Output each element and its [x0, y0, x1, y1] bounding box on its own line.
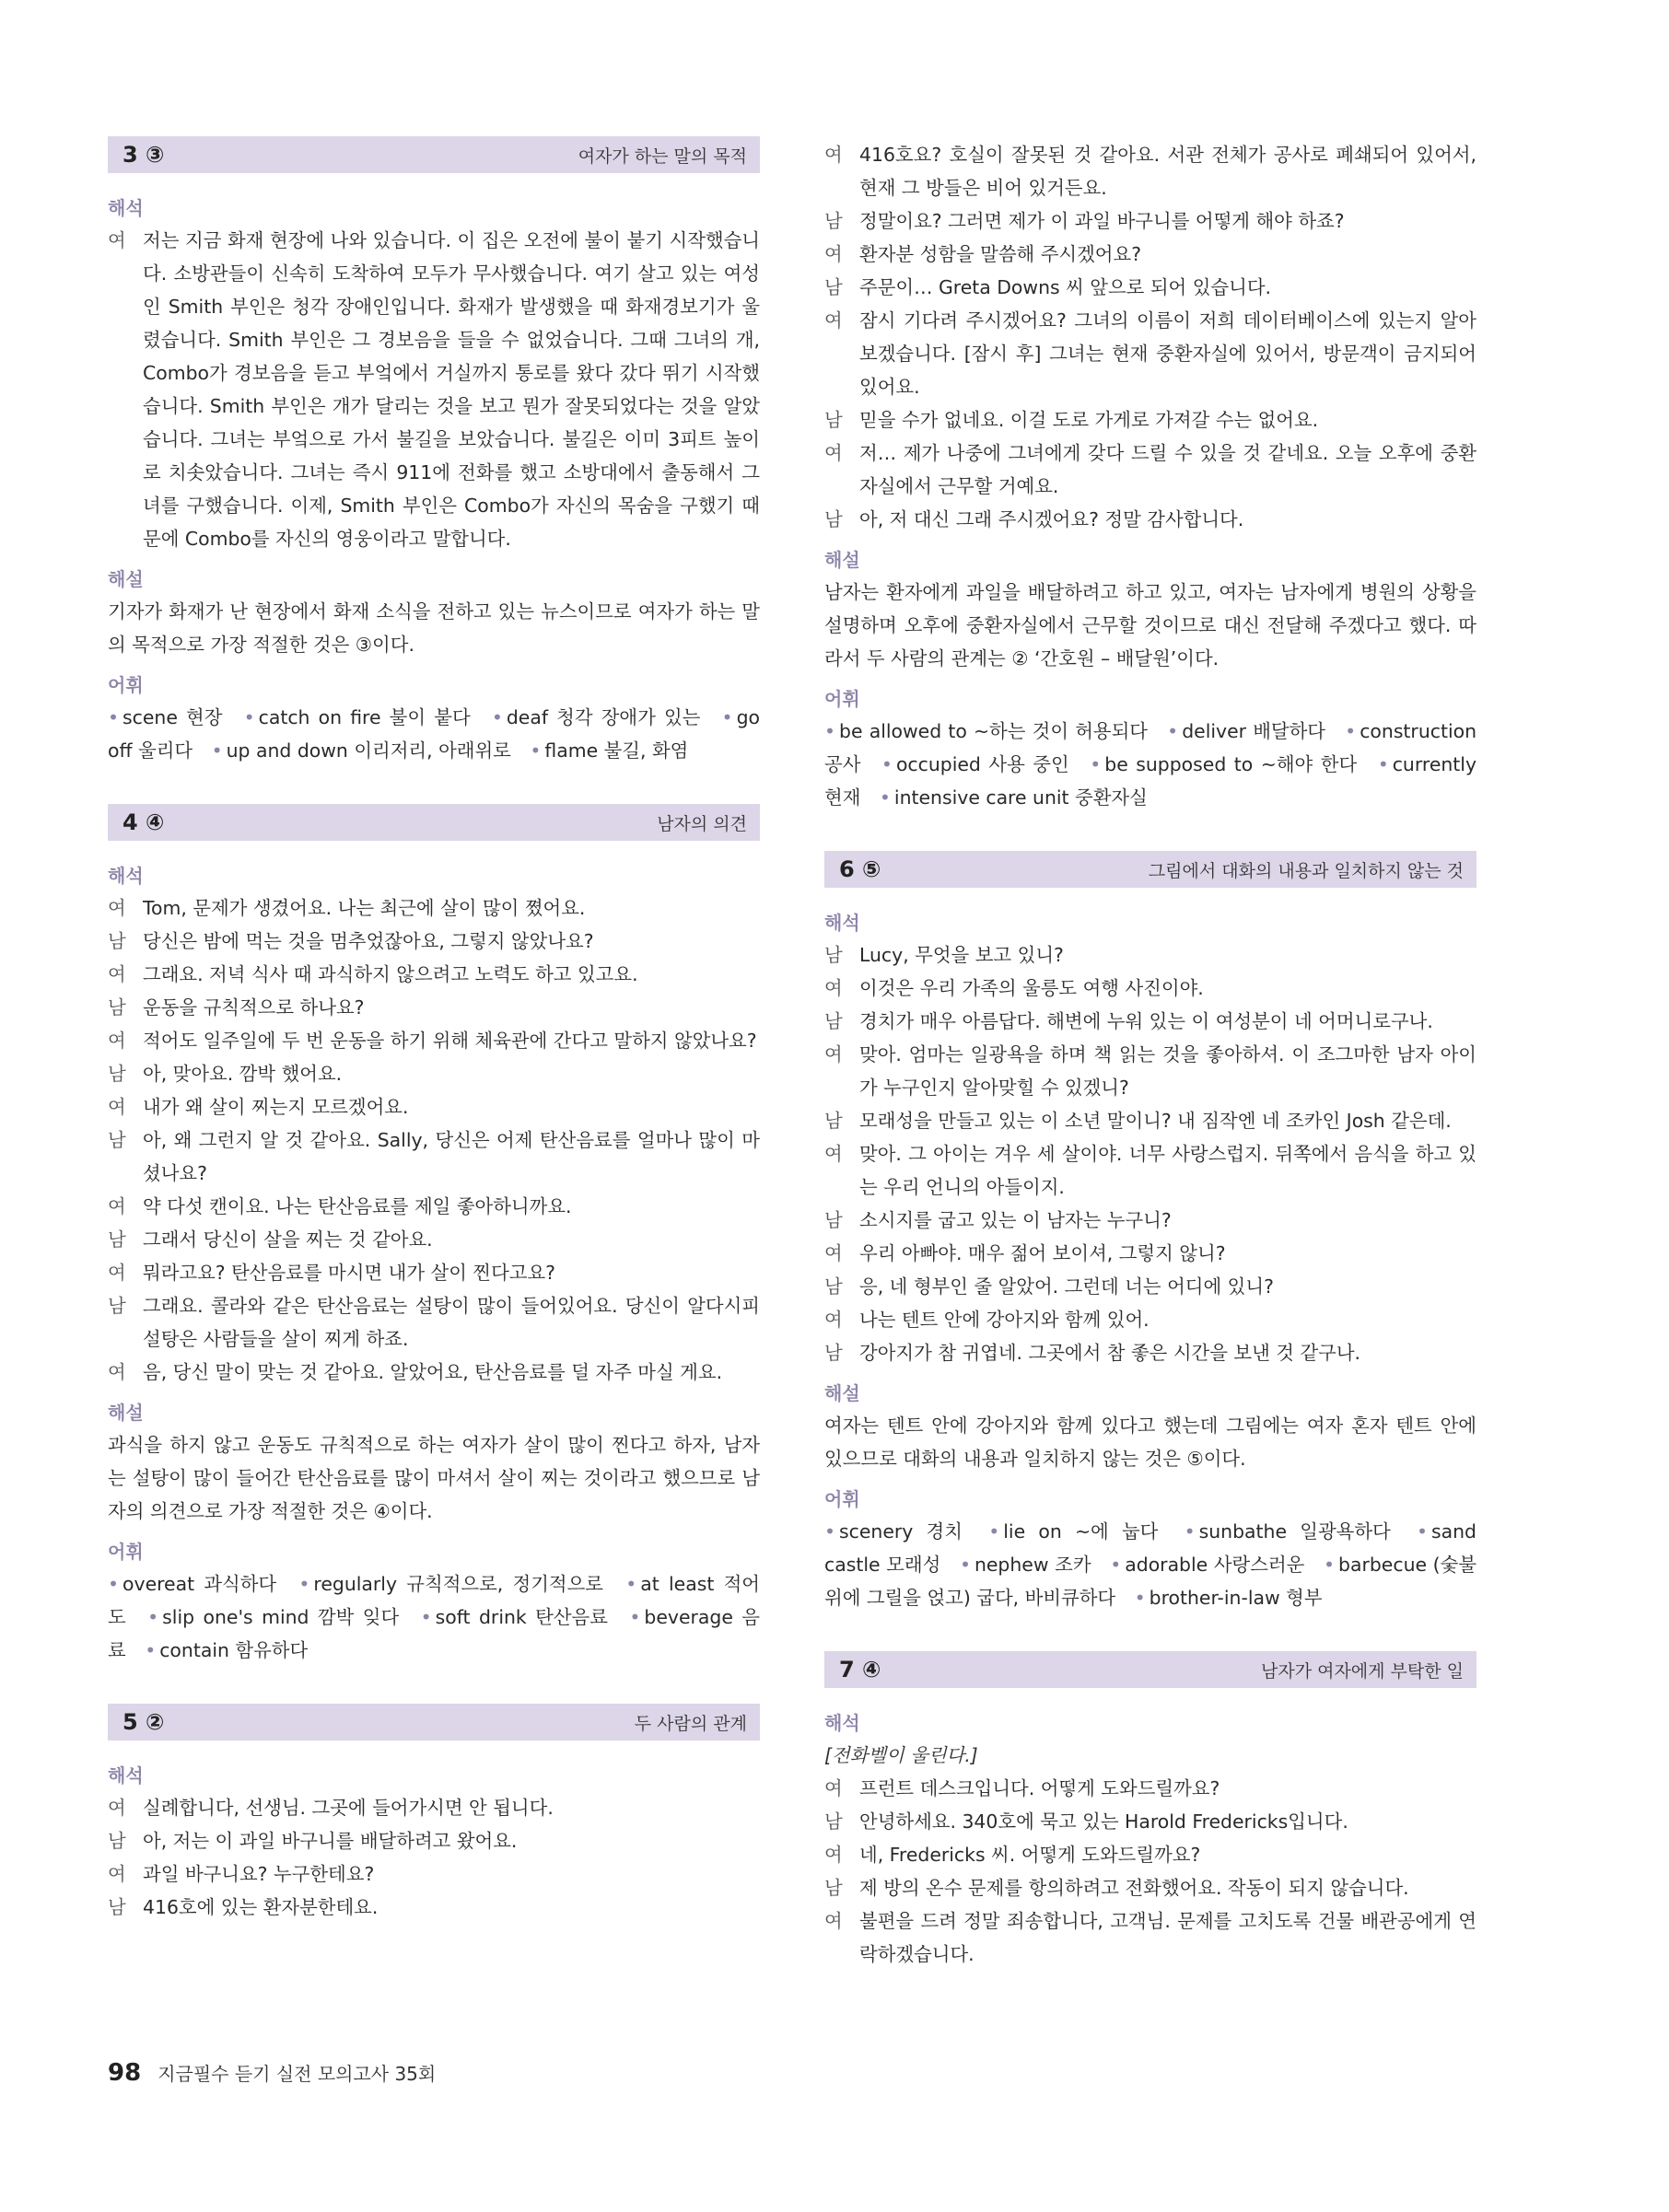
speaker-label: 여 [824, 1242, 843, 1264]
bullet-icon: • [145, 1639, 157, 1661]
vocab-text: flame 불길, 화염 [544, 739, 689, 762]
speaker-label: 남 [824, 1209, 843, 1231]
vocab-item [1110, 1554, 1304, 1576]
vocab-item [421, 1606, 608, 1628]
vocab-text: scene 현장 [123, 706, 223, 728]
dialogue-text: 맞아. 엄마는 일광욕을 하며 책 읽는 것을 좋아하셔. 이 조그마한 남자 아이가 누구인지 알아맞힐 수 있겠니? [859, 1043, 1476, 1099]
vocab-label: 어휘 [824, 688, 860, 710]
question-number: 4 ④ [123, 809, 165, 835]
vocab-item [1185, 1520, 1391, 1543]
expl-label: 해설 [824, 549, 860, 571]
dialogue-text: 적어도 일주일에 두 번 운동을 하기 위해 체육관에 간다고 말하지 않았나요? [143, 1030, 757, 1052]
dialogue [108, 224, 760, 555]
dialogue [824, 1772, 1476, 1971]
explanation: 여자는 텐트 안에 강아지와 함께 있다고 했는데 그림에는 여자 혼자 텐트 안에 있으므로 대화의 내용과 일치하지 않는 것은 ⑤이다. [824, 1415, 1476, 1470]
vocab-list [824, 1515, 1476, 1614]
bullet-icon: • [1416, 1520, 1428, 1543]
vocab-text: brother-in-law 형부 [1149, 1587, 1323, 1609]
dialogue-line [108, 1891, 760, 1924]
dialogue-text: 실례합니다, 선생님. 그곳에 들어가시면 안 됩니다. [143, 1797, 554, 1819]
vocab-text: occupied 사용 중인 [895, 753, 1069, 775]
dialogue-line [824, 1270, 1476, 1303]
vocab-item [824, 720, 1148, 742]
dialogue-text: 모래성을 만들고 있는 이 소년 말이니? 내 짐작엔 네 조카인 Josh 같은데. [859, 1110, 1452, 1132]
dialogue-line [108, 1123, 760, 1190]
dialogue-text: 416호요? 호실이 잘못된 것 같아요. 서관 전체가 공사로 폐쇄되어 있어서, 현재 그 방들은 비어 있거든요. [859, 144, 1476, 199]
dialogue-line [824, 1104, 1476, 1137]
question-number: 5 ② [123, 1709, 165, 1735]
vocab-item [1135, 1587, 1323, 1609]
question-topic: 그림에서 대화의 내용과 일치하지 않는 것 [1148, 860, 1464, 881]
dialogue-line [824, 1005, 1476, 1038]
dialogue-line [108, 1356, 760, 1389]
speaker-label: 여 [824, 1143, 843, 1165]
question-topic: 남자의 의견 [657, 813, 747, 834]
vocab-text: nephew 조카 [974, 1554, 1091, 1576]
vocab-item [108, 1573, 276, 1595]
speaker-label: 여 [108, 1863, 126, 1885]
speaker-label: 여 [108, 1262, 126, 1284]
dialogue-text: 그래요. 저녁 식사 때 과식하지 않으려고 노력도 하고 있고요. [143, 963, 638, 985]
vocab-list [108, 701, 760, 767]
bullet-icon: • [625, 1573, 637, 1595]
dialogue-line [108, 958, 760, 991]
bullet-icon: • [108, 1573, 120, 1595]
vocab-label: 어휘 [108, 674, 144, 696]
dialogue-line [108, 1024, 760, 1057]
section-4 [108, 804, 760, 1667]
speaker-label: 여 [824, 1777, 843, 1799]
dialogue-text: 믿을 수가 없네요. 이걸 도로 가게로 가져갈 수는 없어요. [859, 409, 1319, 431]
speaker-label: 여 [108, 963, 126, 985]
explanation: 과식을 하지 않고 운동도 규칙적으로 하는 여자가 살이 많이 찐다고 하자, 남자는 설탕이 많이 들어간 탄산음료를 많이 마셔서 살이 찌는 것이라고 했으므로 남자의 의견으로 가장 적절한 것은 ④이다. [108, 1434, 760, 1522]
dialogue-line [108, 1256, 760, 1289]
dialogue-text: 나는 텐트 안에 강아지와 함께 있어. [859, 1309, 1150, 1331]
expl-label: 해설 [824, 1382, 860, 1404]
speaker-label: 여 [108, 1195, 126, 1217]
speaker-label: 여 [108, 1361, 126, 1383]
vocab-text: deaf 청각 장애가 있는 [506, 706, 701, 728]
dialogue-line [824, 403, 1476, 437]
dialogue-text: Lucy, 무엇을 보고 있니? [859, 944, 1064, 966]
bullet-icon: • [824, 720, 836, 742]
speaker-label: 남 [824, 944, 843, 966]
page-footer [108, 2059, 436, 2087]
speaker-label: 남 [824, 1010, 843, 1032]
dialogue-line [108, 1824, 760, 1857]
vocab-text: lie on ~에 눕다 [1003, 1520, 1159, 1543]
bullet-icon: • [147, 1606, 159, 1628]
speaker-label: 남 [824, 508, 843, 530]
vocab-text: slip one's mind 깜박 잊다 [162, 1606, 400, 1628]
dialogue-text: 저… 제가 나중에 그녀에게 갖다 드릴 수 있을 것 같네요. 오늘 오후에 중환자실에서 근무할 거예요. [859, 442, 1476, 497]
dialogue-line [108, 891, 760, 925]
vocab-text: be supposed to ~해야 한다 [1104, 753, 1358, 775]
dialogue-text: 과일 바구니요? 누구한테요? [143, 1863, 375, 1885]
dialogue-line [824, 1838, 1476, 1871]
expl-label: 해설 [108, 1402, 144, 1424]
speaker-label: 여 [824, 1844, 843, 1866]
section-header [108, 804, 760, 841]
dialogue-text: 내가 왜 살이 찌는지 모르겠어요. [143, 1096, 409, 1118]
vocab-item [492, 706, 701, 728]
explanation: 남자는 환자에게 과일을 배달하려고 하고 있고, 여자는 남자에게 병원의 상황을 설명하며 오후에 중환자실에서 근무할 것이므로 대신 전달해 주겠다고 했다. 따라서 두 사람의 관계는 ② ‘간호원 – 배달원’이다. [824, 581, 1476, 669]
speaker-label: 여 [824, 442, 843, 464]
interp-label: 해석 [824, 1712, 860, 1734]
dialogue [824, 938, 1476, 1369]
page-number: 98 [108, 2059, 142, 2087]
interp-label: 해석 [108, 1764, 144, 1787]
dialogue-text: 저는 지금 화재 현장에 나와 있습니다. 이 집은 오전에 불이 붙기 시작했습니다. 소방관들이 신속히 도착하여 모두가 무사했습니다. 여기 살고 있는 여성인 Smith 부인은 청각 장애인입니다. 화재가 발생했을 때 화재경보기가 울렸습니다. Smith 부인은 그 경보음을 들을 수 없었습니다. 그때 그녀의 개, Combo가 경보음을 듣고 부엌에서 거실까지 통로를 왔다 갔다 뛰기 시작했습니다. Smith 부인은 개가 달리는 것을 보고 뭔가 잘못되었다는 것을 알았습니다. 그녀는 부엌으로 가서 불길을 보았습니다. 불길은 이미 3피트 높이로 치솟았습니다. 그녀는 즉시 911에 전화를 했고 소방대에서 출동해서 그녀를 구했습니다. 이제, Smith 부인은 Combo가 자신의 목숨을 구했기 때문에 Combo를 자신의 영웅이라고 말합니다. [143, 229, 760, 550]
speaker-label: 남 [824, 1275, 843, 1298]
bullet-icon: • [721, 706, 733, 728]
section-5-start [108, 1704, 760, 1924]
vocab-list [108, 1567, 760, 1667]
dialogue-text: 강아지가 참 귀엽네. 그곳에서 참 좋은 시간을 보낸 것 같구나. [859, 1342, 1361, 1364]
dialogue-text: 아, 왜 그런지 알 것 같아요. Sally, 당신은 어제 탄산음료를 얼마나 많이 마셨나요? [143, 1129, 760, 1184]
dialogue-text: 환자분 성함을 말씀해 주시겠어요? [859, 243, 1142, 265]
book-title: 지금필수 듣기 실전 모의고사 35회 [158, 2063, 437, 2085]
vocab-item [1090, 753, 1357, 775]
question-number: 6 ⑤ [839, 856, 881, 882]
vocab-text: up and down 이리저리, 아래위로 [226, 739, 511, 762]
dialogue-line [108, 1791, 760, 1824]
speaker-label: 남 [108, 1830, 126, 1852]
bullet-icon: • [1377, 753, 1389, 775]
speaker-label: 남 [824, 210, 843, 232]
dialogue-text: 응, 네 형부인 줄 알았어. 그런데 너는 어디에 있니? [859, 1275, 1274, 1298]
speaker-label: 여 [824, 309, 843, 332]
interp-label: 해석 [108, 197, 144, 219]
question-topic: 두 사람의 관계 [634, 1713, 747, 1734]
bullet-icon: • [1110, 1554, 1122, 1576]
speaker-label: 남 [108, 1129, 126, 1151]
bullet-icon: • [243, 706, 255, 728]
dialogue-line [824, 138, 1476, 204]
bullet-icon: • [879, 786, 891, 809]
dialogue-text: 소시지를 굽고 있는 이 남자는 누구니? [859, 1209, 1172, 1231]
bullet-icon: • [1324, 1554, 1336, 1576]
vocab-item [881, 753, 1069, 775]
dialogue-line [824, 1904, 1476, 1971]
vocab-text: overeat 과식하다 [123, 1573, 277, 1595]
interp-label: 해석 [824, 912, 860, 934]
speaker-label: 남 [108, 996, 126, 1019]
vocab-text: adorable 사랑스러운 [1125, 1554, 1305, 1576]
section-header [824, 1651, 1476, 1688]
speaker-label: 여 [824, 1043, 843, 1065]
dialogue-text: 아, 저는 이 과일 바구니를 배달하려고 왔어요. [143, 1830, 518, 1852]
section-header [108, 136, 760, 173]
dialogue-line [824, 271, 1476, 304]
left-column [108, 136, 760, 1961]
dialogue-text: 잠시 기다려 주시겠어요? 그녀의 이름이 저희 데이터베이스에 있는지 알아보겠습니다. [잠시 후] 그녀는 현재 중환자실에 있어서, 방문객이 금지되어 있어요. [859, 309, 1476, 398]
vocab-item [145, 1639, 308, 1661]
speaker-label: 여 [824, 1910, 843, 1932]
dialogue-line [108, 1190, 760, 1223]
dialogue-line [824, 503, 1476, 536]
speaker-label: 여 [108, 1797, 126, 1819]
vocab-text: scenery 경치 [839, 1520, 963, 1543]
speaker-label: 여 [108, 1096, 126, 1118]
bullet-icon: • [1090, 753, 1102, 775]
speaker-label: 여 [108, 1030, 126, 1052]
speaker-label: 여 [824, 1309, 843, 1331]
dialogue-text: 불편을 드려 정말 죄송합니다, 고객님. 문제를 고치도록 건물 배관공에게 연락하겠습니다. [859, 1910, 1476, 1965]
dialogue [108, 1791, 760, 1924]
dialogue-text: 416호에 있는 환자분한테요. [143, 1896, 379, 1918]
vocab-text: contain 함유하다 [159, 1639, 309, 1661]
bullet-icon: • [530, 739, 542, 762]
dialogue-line [824, 1137, 1476, 1204]
dialogue-line [108, 925, 760, 958]
dialogue-text: 약 다섯 캔이요. 나는 탄산음료를 제일 좋아하니까요. [143, 1195, 572, 1217]
vocab-list [824, 715, 1476, 814]
explanation: 기자가 화재가 난 현장에서 화재 소식을 전하고 있는 뉴스이므로 여자가 하는 말의 목적으로 가장 적절한 것은 ③이다. [108, 600, 760, 656]
speaker-label: 남 [108, 1896, 126, 1918]
dialogue [824, 138, 1476, 536]
dialogue-text: 안녕하세요. 340호에 묵고 있는 Harold Fredericks입니다. [859, 1810, 1348, 1833]
speaker-label: 남 [824, 1110, 843, 1132]
dialogue-line [108, 1090, 760, 1123]
dialogue-line [108, 1223, 760, 1256]
question-number: 3 ③ [123, 142, 165, 168]
vocab-text: soft drink 탄산음료 [435, 1606, 608, 1628]
bullet-icon: • [108, 706, 120, 728]
dialogue-text: 주문이… Greta Downs 씨 앞으로 되어 있습니다. [859, 276, 1271, 298]
dialogue-line [108, 224, 760, 555]
vocab-item [298, 1573, 603, 1595]
vocab-item [1167, 720, 1325, 742]
speaker-label: 여 [824, 144, 843, 166]
dialogue-line [824, 1038, 1476, 1104]
dialogue-line [824, 304, 1476, 403]
speaker-label: 남 [824, 409, 843, 431]
vocab-label: 어휘 [108, 1541, 144, 1563]
vocab-item [530, 739, 688, 762]
bullet-icon: • [629, 1606, 641, 1628]
dialogue-text: 당신은 밤에 먹는 것을 멈추었잖아요, 그렇지 않았나요? [143, 930, 594, 952]
speaker-label: 남 [824, 1877, 843, 1899]
vocab-text: deliver 배달하다 [1182, 720, 1325, 742]
dialogue-line [824, 238, 1476, 271]
speaker-label: 남 [824, 1810, 843, 1833]
vocab-text: beverage 음료 [108, 1606, 761, 1661]
vocab-item [824, 1520, 963, 1543]
dialogue-text: 운동을 규칙적으로 하나요? [143, 996, 365, 1019]
speaker-label: 남 [108, 1295, 126, 1317]
section-5-cont [824, 138, 1476, 814]
dialogue-line [824, 1336, 1476, 1369]
dialogue [108, 891, 760, 1389]
dialogue-line [824, 1303, 1476, 1336]
vocab-item [147, 1606, 399, 1628]
speaker-label: 남 [108, 1228, 126, 1251]
stage-direction: [전화벨이 울린다.] [824, 1744, 978, 1766]
interp-label: 해석 [108, 865, 144, 887]
question-topic: 여자가 하는 말의 목적 [578, 146, 747, 167]
speaker-label: 여 [824, 243, 843, 265]
vocab-label: 어휘 [824, 1488, 860, 1510]
section-3 [108, 136, 760, 767]
dialogue-line [108, 1857, 760, 1891]
dialogue-line [824, 1204, 1476, 1237]
bullet-icon: • [988, 1520, 1000, 1543]
bullet-icon: • [959, 1554, 971, 1576]
vocab-text: at least 적어도 [108, 1573, 760, 1628]
dialogue-line [824, 1871, 1476, 1904]
speaker-label: 여 [108, 229, 126, 251]
dialogue-text: 아, 맞아요. 깜박 했어요. [143, 1063, 343, 1085]
vocab-text: intensive care unit 중환자실 [893, 786, 1148, 809]
speaker-label: 여 [824, 977, 843, 999]
speaker-label: 여 [108, 897, 126, 919]
dialogue-text: 음, 당신 말이 맞는 것 같아요. 알았어요, 탄산음료를 덜 자주 마실 게요. [143, 1361, 723, 1383]
expl-label: 해설 [108, 568, 144, 590]
dialogue-line [824, 1805, 1476, 1838]
dialogue-text: 맞아. 그 아이는 겨우 세 살이야. 너무 사랑스럽지. 뒤쪽에서 음식을 하고 있는 우리 언니의 아들이지. [859, 1143, 1476, 1198]
vocab-item [880, 786, 1148, 809]
dialogue-text: 이것은 우리 가족의 울릉도 여행 사진이야. [859, 977, 1204, 999]
bullet-icon: • [1134, 1587, 1146, 1609]
section-7 [824, 1651, 1476, 1971]
dialogue-text: 아, 저 대신 그래 주시겠어요? 정말 감사합니다. [859, 508, 1244, 530]
right-column [824, 138, 1476, 2008]
vocab-text: construction 공사 [824, 720, 1477, 775]
speaker-label: 남 [824, 1342, 843, 1364]
bullet-icon: • [1184, 1520, 1196, 1543]
vocab-item [244, 706, 471, 728]
bullet-icon: • [1345, 720, 1357, 742]
dialogue-text: 제 방의 온수 문제를 항의하려고 전화했어요. 작동이 되지 않습니다. [859, 1877, 1409, 1899]
section-6 [824, 851, 1476, 1614]
dialogue-line [824, 1237, 1476, 1270]
bullet-icon: • [298, 1573, 310, 1595]
vocab-item [988, 1520, 1158, 1543]
bullet-icon: • [881, 753, 893, 775]
vocab-text: regularly 규칙적으로, 정기적으로 [313, 1573, 603, 1595]
dialogue-line [824, 437, 1476, 503]
vocab-text: sand castle 모래성 [824, 1520, 1476, 1576]
vocab-text: go off 울리다 [108, 706, 760, 762]
vocab-text: sunbathe 일광욕하다 [1198, 1520, 1391, 1543]
dialogue-text: 그래서 당신이 살을 찌는 것 같아요. [143, 1228, 433, 1251]
speaker-label: 남 [108, 1063, 126, 1085]
vocab-item [108, 706, 222, 728]
vocab-text: currently 현재 [824, 753, 1477, 809]
vocab-item [960, 1554, 1091, 1576]
section-header [108, 1704, 760, 1740]
dialogue-line [824, 1772, 1476, 1805]
dialogue-line [824, 204, 1476, 238]
dialogue-line [824, 938, 1476, 972]
dialogue-text: 뭐라고요? 탄산음료를 마시면 내가 살이 찐다고요? [143, 1262, 555, 1284]
vocab-text: catch on fire 불이 붙다 [258, 706, 471, 728]
dialogue-line [108, 1289, 760, 1356]
dialogue-text: Tom, 문제가 생겼어요. 나는 최근에 살이 많이 쪘어요. [143, 897, 586, 919]
dialogue-text: 우리 아빠야. 매우 젊어 보이셔, 그렇지 않니? [859, 1242, 1226, 1264]
bullet-icon: • [491, 706, 503, 728]
dialogue-text: 네, Fredericks 씨. 어떻게 도와드릴까요? [859, 1844, 1201, 1866]
dialogue-line [108, 991, 760, 1024]
bullet-icon: • [1167, 720, 1179, 742]
bullet-icon: • [420, 1606, 432, 1628]
bullet-icon: • [824, 1520, 836, 1543]
dialogue-line [108, 1057, 760, 1090]
question-number: 7 ④ [839, 1657, 881, 1682]
bullet-icon: • [211, 739, 223, 762]
vocab-item [212, 739, 511, 762]
dialogue-line [824, 972, 1476, 1005]
dialogue-text: 그래요. 콜라와 같은 탄산음료는 설탕이 많이 들어있어요. 당신이 알다시피 설탕은 사람들을 살이 찌게 하죠. [143, 1295, 760, 1350]
dialogue-text: 프런트 데스크입니다. 어떻게 도와드릴까요? [859, 1777, 1220, 1799]
dialogue-text: 경치가 매우 아름답다. 해변에 누워 있는 이 여성분이 네 어머니로구나. [859, 1010, 1433, 1032]
question-topic: 남자가 여자에게 부탁한 일 [1260, 1660, 1464, 1682]
vocab-text: be allowed to ~하는 것이 허용되다 [839, 720, 1148, 742]
speaker-label: 남 [108, 930, 126, 952]
section-header [824, 851, 1476, 888]
dialogue-text: 정말이요? 그러면 제가 이 과일 바구니를 어떻게 해야 하죠? [859, 210, 1345, 232]
vocab-text: barbecue (숯불 위에 그릴을 얹고) 굽다, 바비큐하다 [824, 1554, 1477, 1609]
speaker-label: 남 [824, 276, 843, 298]
